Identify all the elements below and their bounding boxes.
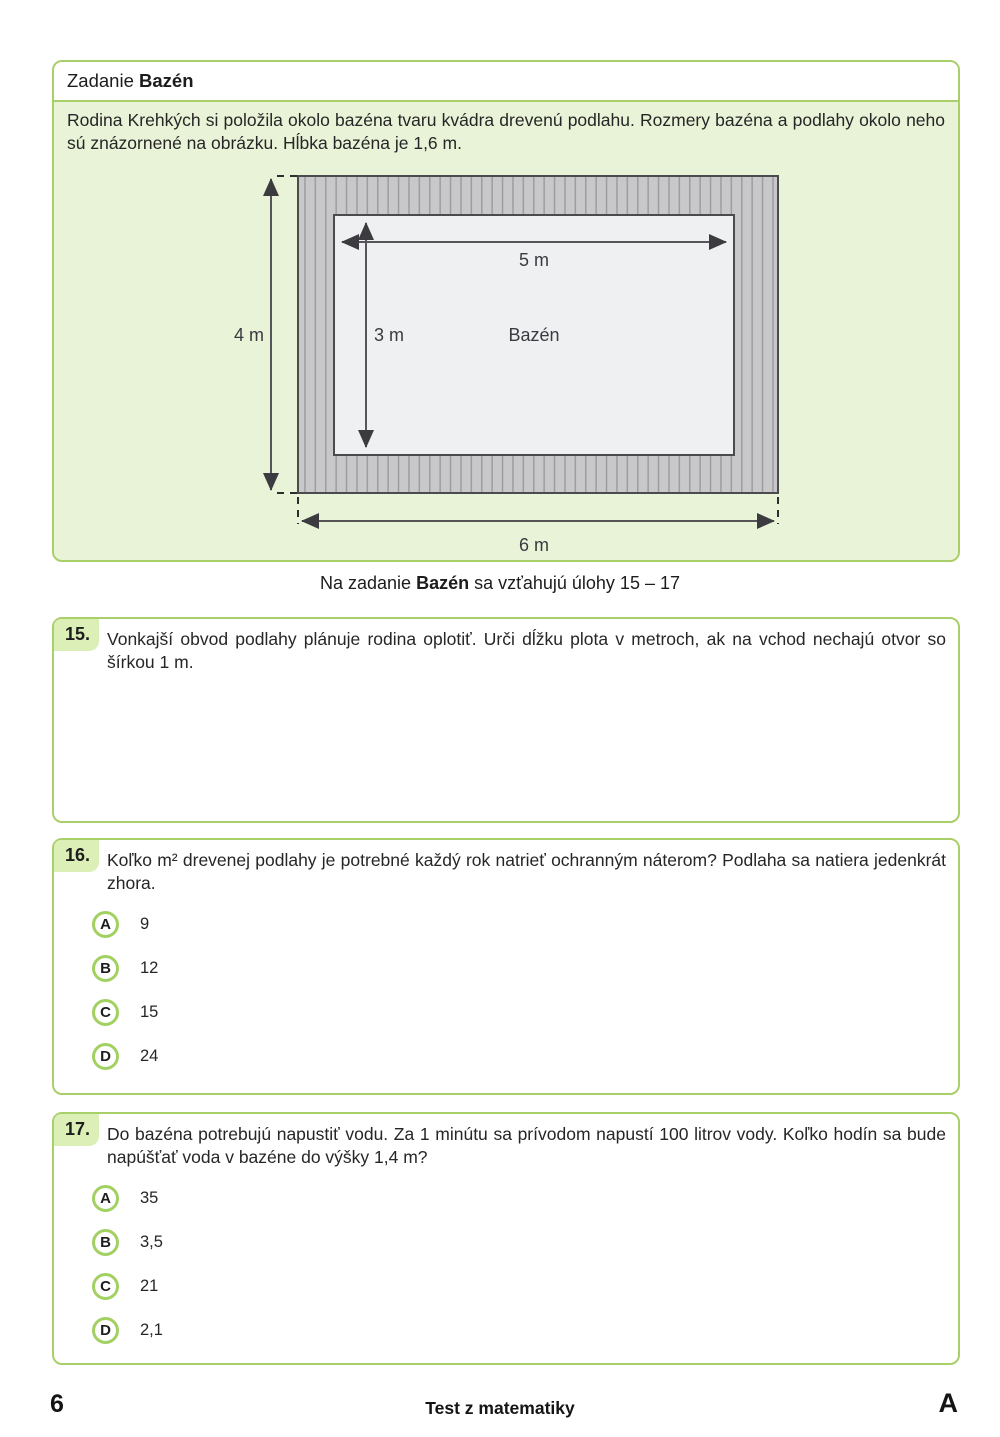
zadanie-header-prefix: Zadanie (67, 70, 139, 91)
relation-suffix: sa vzťahujú úlohy 15 – 17 (469, 573, 680, 593)
footer-title: Test z matematiky (425, 1398, 575, 1418)
footer-variant-letter: A (938, 1388, 958, 1418)
option-row (92, 1229, 958, 1256)
question-16-text: Koľko m² drevenej podlahy je potrebné každý rok natrieť ochranným náterom? Podlaha sa natiera jedenkrát zhora. (107, 850, 946, 893)
question-17-panel (52, 1112, 960, 1365)
option-value: 35 (140, 1189, 159, 1207)
option-letter-badge: D (92, 1317, 119, 1344)
option-row (92, 955, 958, 982)
question-16-panel (52, 838, 960, 1095)
option-letter-badge: A (92, 1185, 119, 1212)
option-letter-badge: A (92, 911, 119, 938)
option-row (92, 1317, 958, 1344)
question-15-number-badge: 15. (54, 619, 99, 651)
footer-page-number: 6 (50, 1390, 64, 1418)
option-letter-badge: C (92, 999, 119, 1026)
option-letter-badge: C (92, 1273, 119, 1300)
question-17-text: Do bazéna potrebujú napustiť vodu. Za 1 minútu sa prívodom napustí 100 litrov vody. Koľko hodín sa bude napúšťať voda v bazéne do výšky 1,4 m? (107, 1124, 946, 1167)
question-16-number-badge: 16. (54, 840, 99, 872)
relation-bold: Bazén (416, 573, 470, 593)
option-letter-badge: B (92, 1229, 119, 1256)
option-value: 9 (140, 915, 150, 933)
option-value: 12 (140, 959, 159, 977)
option-value: 21 (140, 1277, 159, 1295)
floor-width-label: 6 m (518, 535, 550, 555)
option-value: 3,5 (140, 1233, 163, 1251)
option-value: 15 (140, 1003, 159, 1021)
option-row (92, 999, 958, 1026)
question-17-number-badge: 17. (54, 1114, 99, 1146)
option-letter-badge: D (92, 1043, 119, 1070)
option-value: 24 (140, 1047, 159, 1065)
question-15-panel (52, 617, 960, 823)
option-value: 2,1 (140, 1321, 163, 1339)
option-row (92, 911, 958, 938)
question-17-options (92, 1185, 958, 1344)
option-letter-badge: B (92, 955, 119, 982)
zadanie-body (54, 102, 958, 558)
relation-prefix: Na zadanie (320, 573, 417, 593)
zadanie-panel (52, 60, 960, 562)
relation-line (0, 573, 1000, 594)
floor-height-label: 4 m (233, 325, 264, 345)
task-description: Rodina Krehkých si položila okolo bazéna tvaru kvádra drevenú podlahu. Rozmery bazéna a podlahy okolo neho sú znázornené na obrázku. Hĺbka bazéna je 1,6 m. (67, 110, 945, 153)
question-16-options (92, 911, 958, 1070)
pool-diagram (221, 166, 807, 558)
pool-height-label: 3 m (374, 325, 405, 345)
zadanie-title: Bazén (139, 70, 194, 91)
option-row (92, 1273, 958, 1300)
pool-name-label: Bazén (508, 325, 560, 345)
question-15-text: Vonkajší obvod podlahy plánuje rodina oplotiť. Urči dĺžku plota v metroch, ak na vchod nechajú otvor so šírkou 1 m. (107, 629, 946, 672)
zadanie-header (54, 62, 958, 102)
option-row (92, 1043, 958, 1070)
pool-width-label: 5 m (518, 250, 550, 270)
option-row (92, 1185, 958, 1212)
